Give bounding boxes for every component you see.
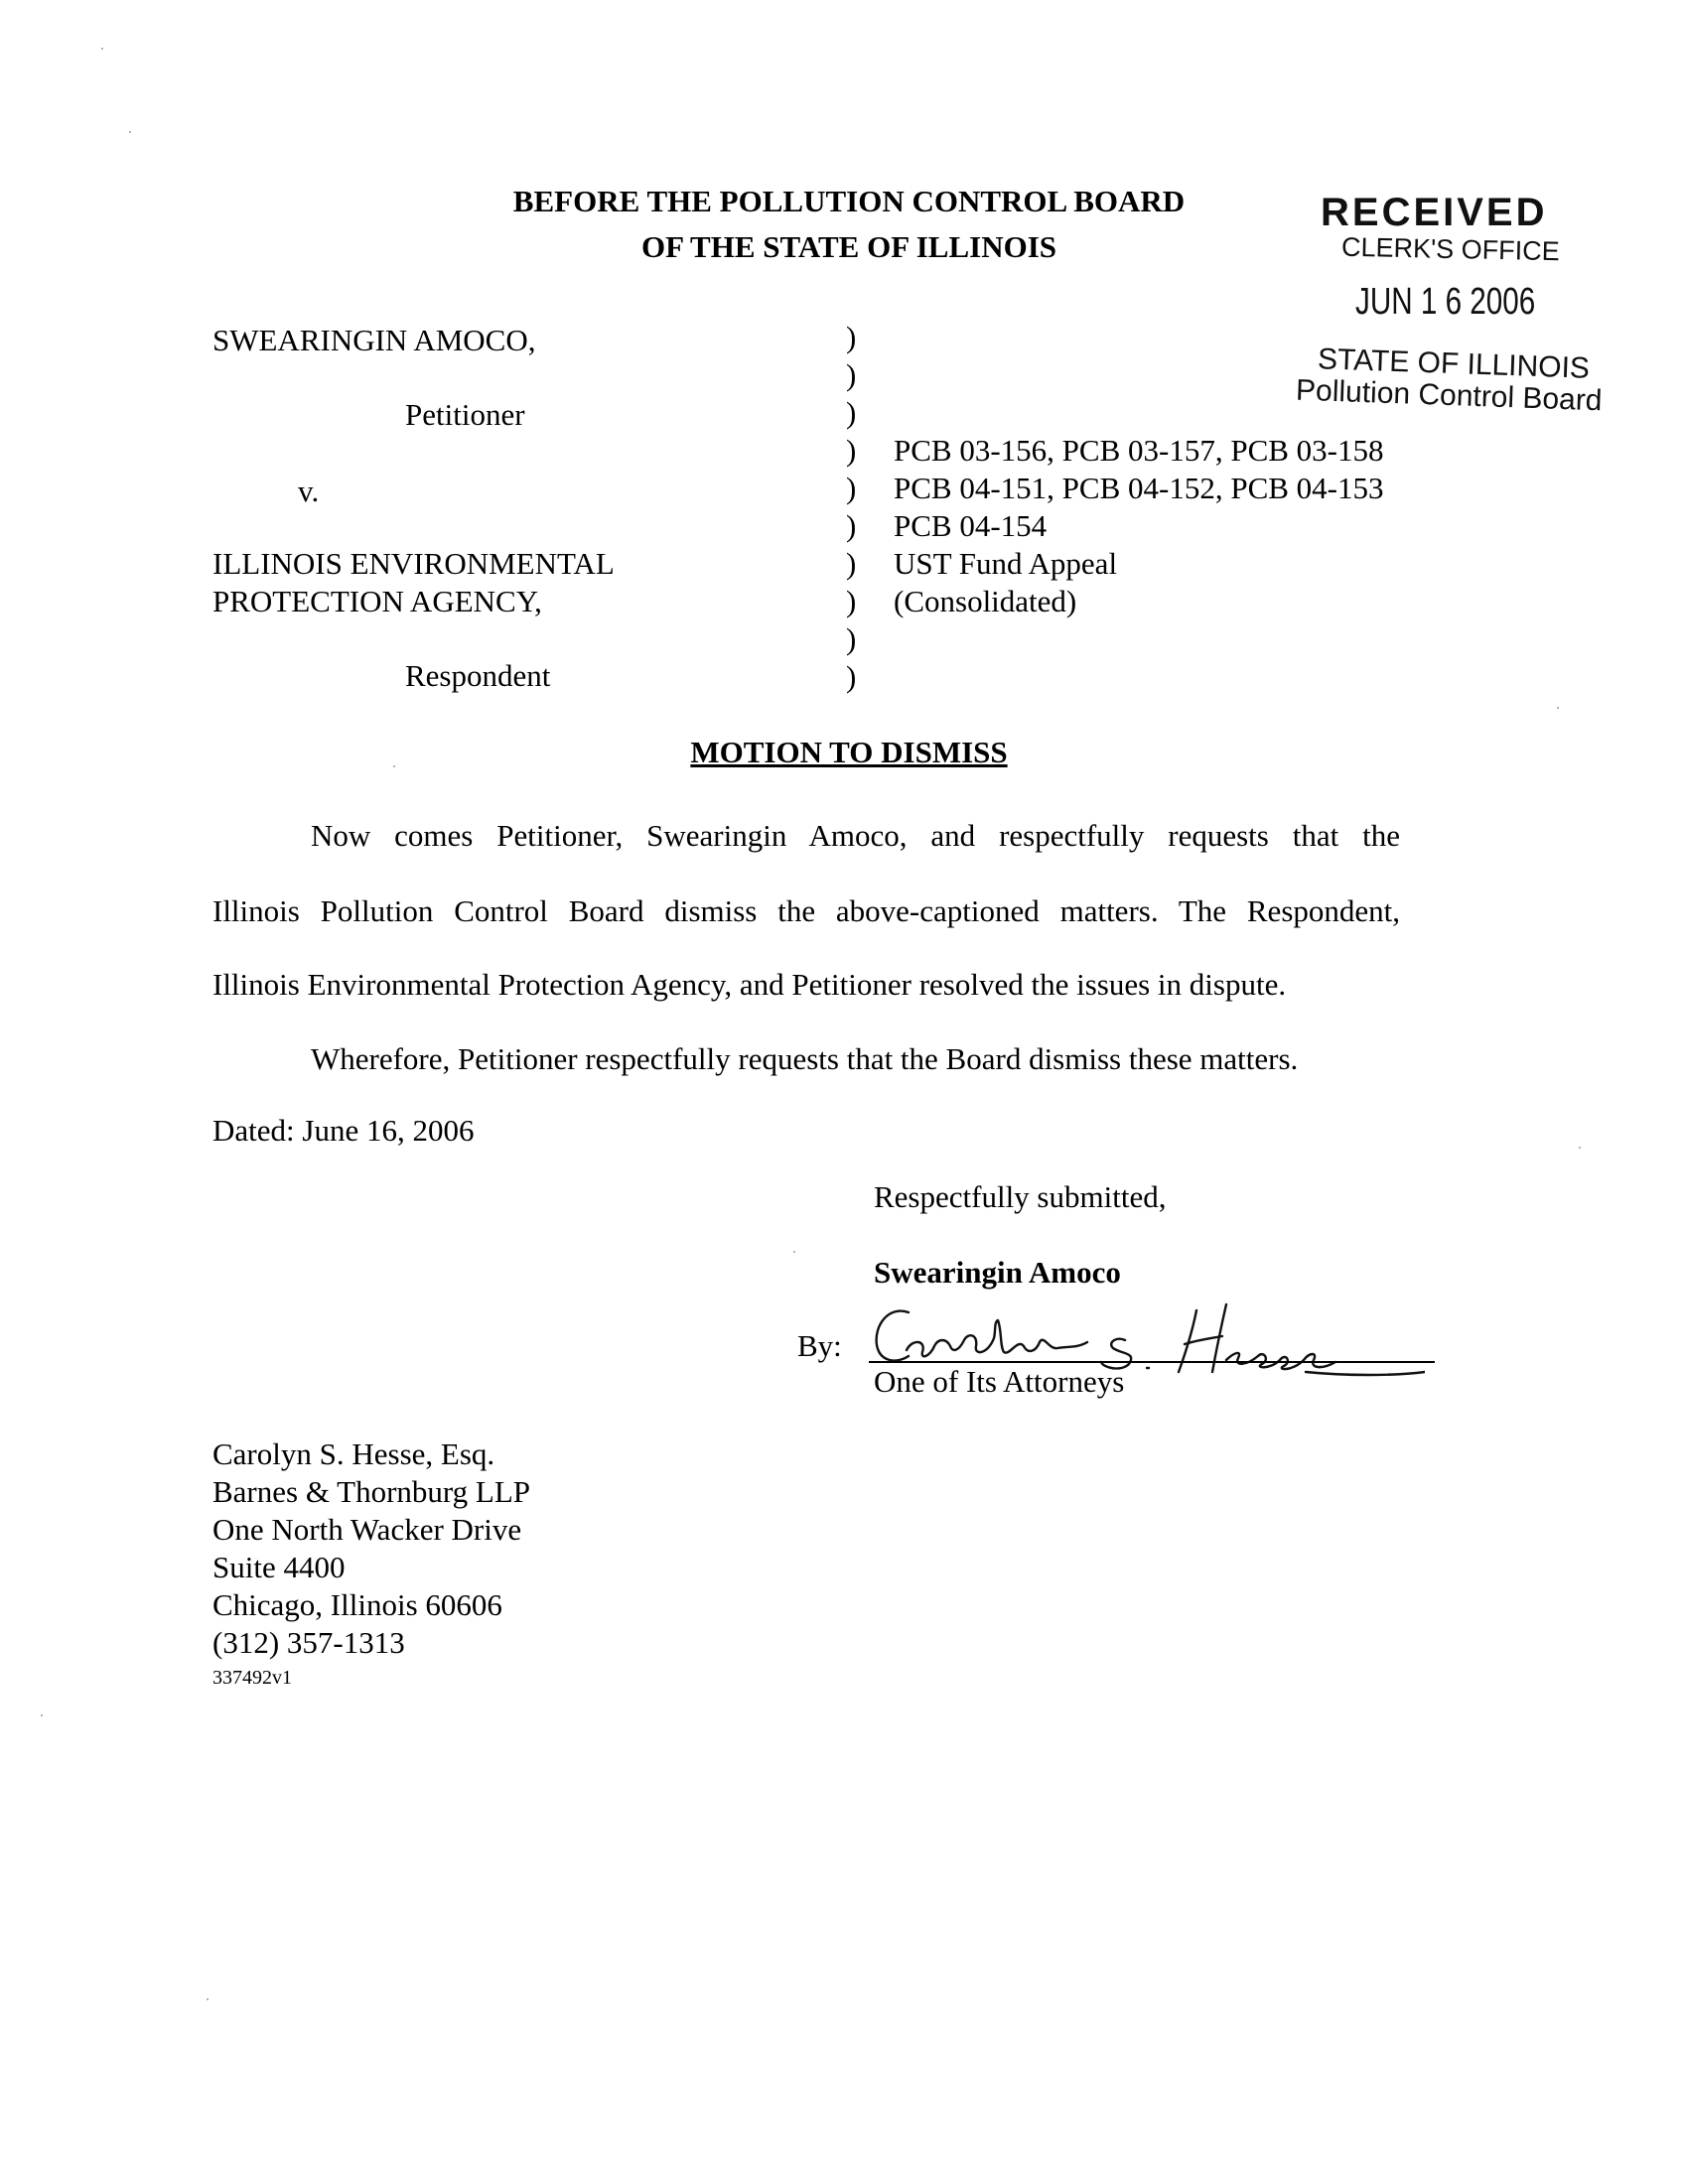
caption-paren: ): [846, 546, 857, 581]
stamp-office: CLERK'S OFFICE: [1340, 231, 1561, 267]
by-label: By:: [797, 1328, 842, 1363]
paragraph-line: Illinois Environmental Protection Agency, and Petitioner resolved the issues in dispute.: [212, 967, 1287, 1002]
court-heading-line2: OF THE STATE OF ILLINOIS: [640, 229, 1057, 264]
dated-line: Dated: June 16, 2006: [212, 1113, 475, 1148]
document-id: 337492v1: [212, 1667, 292, 1689]
respondent-name-line1: ILLINOIS ENVIRONMENTAL: [212, 546, 615, 581]
suite: Suite 4400: [212, 1550, 346, 1584]
scan-speck: [207, 1998, 209, 2000]
phone-number: (312) 357-1313: [212, 1625, 405, 1660]
signing-party: Swearingin Amoco: [874, 1255, 1121, 1290]
caption-paren: ): [846, 395, 857, 430]
scan-speck: [101, 48, 103, 50]
scan-speck: [1579, 1147, 1581, 1149]
signature-line: [869, 1361, 1435, 1363]
case-number-line: PCB 03-156, PCB 03-157, PCB 03-158: [894, 433, 1384, 468]
case-type: UST Fund Appeal: [894, 546, 1118, 581]
caption-paren: ): [846, 508, 857, 543]
attorney-name: Carolyn S. Hesse, Esq.: [212, 1436, 495, 1471]
caption-paren: ): [846, 471, 857, 505]
versus: v.: [298, 474, 320, 508]
stamp-board: Pollution Control Board: [1295, 373, 1604, 418]
closing: Respectfully submitted,: [874, 1179, 1167, 1214]
scan-speck: [393, 765, 395, 767]
scan-speck: [129, 131, 131, 133]
street-address: One North Wacker Drive: [212, 1512, 522, 1547]
caption-paren: ): [846, 584, 857, 618]
court-heading-line1: BEFORE THE POLLUTION CONTROL BOARD: [512, 184, 1186, 218]
motion-title: MOTION TO DISMISS: [690, 735, 1008, 769]
signer-title: One of Its Attorneys: [874, 1364, 1125, 1399]
law-firm: Barnes & Thornburg LLP: [212, 1474, 531, 1509]
petitioner-role: Petitioner: [405, 397, 525, 432]
scan-speck: [1557, 707, 1559, 709]
case-number-line: PCB 04-154: [894, 508, 1048, 543]
scan-speck: [41, 1714, 43, 1716]
motion-paragraph-2: Wherefore, Petitioner respectfully requests that the Board dismiss these matters.: [311, 1041, 1299, 1076]
caption-paren: ): [846, 659, 857, 694]
city-state-zip: Chicago, Illinois 60606: [212, 1587, 502, 1622]
respondent-name-line2: PROTECTION AGENCY,: [212, 584, 542, 618]
caption-paren: ): [846, 621, 857, 656]
caption-paren: ): [846, 320, 857, 354]
respondent-role: Respondent: [405, 658, 551, 693]
stamp-state: STATE OF ILLINOIS: [1317, 342, 1591, 385]
caption-paren: ): [846, 357, 857, 392]
petitioner-name: SWEARINGIN AMOCO,: [212, 323, 536, 357]
case-consolidated: (Consolidated): [894, 584, 1077, 618]
stamp-received: RECEIVED: [1321, 191, 1548, 234]
caption-paren: ): [846, 433, 857, 468]
paragraph-line: Illinois Pollution Control Board dismiss the above-captioned matters. The Respondent,: [212, 893, 1400, 928]
case-number-line: PCB 04-151, PCB 04-152, PCB 04-153: [894, 471, 1384, 505]
paragraph-line: Now comes Petitioner, Swearingin Amoco, and respectfully requests that the: [311, 818, 1400, 853]
scan-speck: [793, 1251, 795, 1253]
stamp-date: JUN 1 6 2006: [1355, 281, 1536, 323]
